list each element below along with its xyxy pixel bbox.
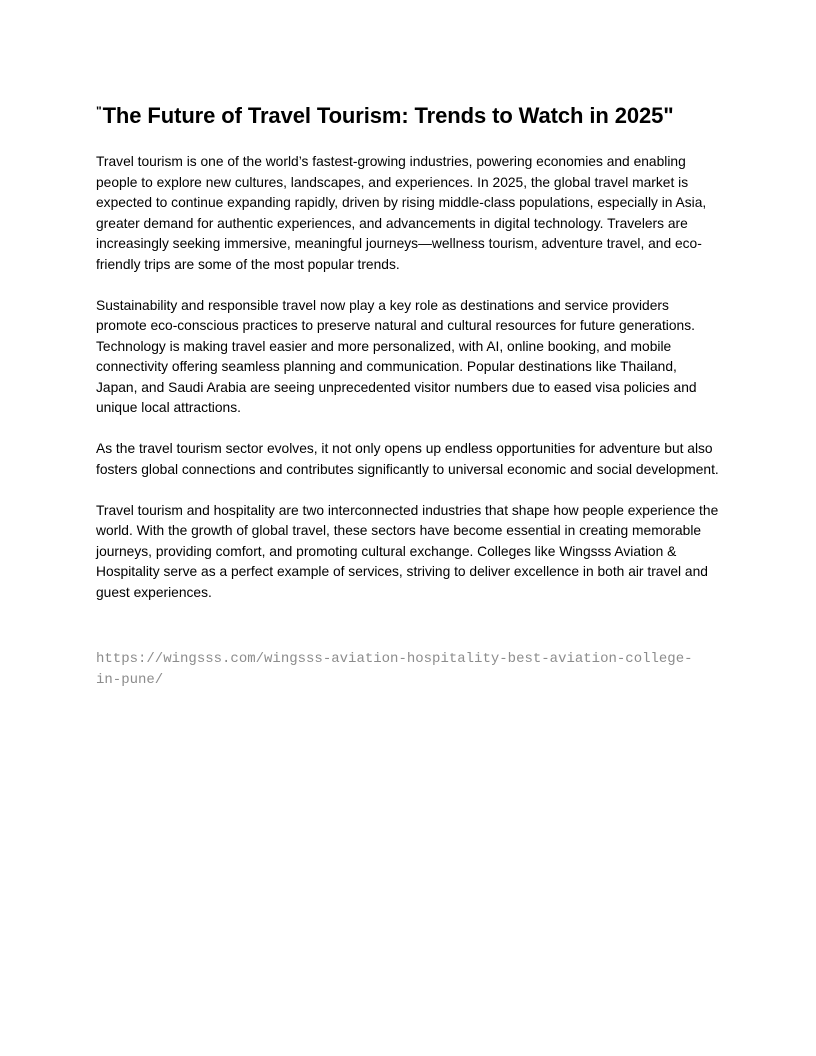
paragraph-hospitality: Travel tourism and hospitality are two interconnected industries that shape how people experience the world. With the growth of global travel, these sectors have become essential in creating memorable journeys, providing comfort, and promoting cultural exchange. Colleges like Wingsss Aviation & Hospitality serve as a perfect example of services, striving to deliver excellence in both air travel and guest experiences. [96,502,719,600]
document-title [96,97,720,130]
paragraph-sector-evolution: As the travel tourism sector evolves, it not only opens up endless opportunities for adventure but also fosters global connections and contributes significantly to universal economic and social development. [96,441,719,477]
paragraph-intro: Travel tourism is one of the world’s fastest-growing industries, powering economies and enabling people to explore new cultures, landscapes, and experiences. In 2025, the global travel market is expected to continue expanding rapidly, driven by rising middle-class populations, especially in Asia, greater demand for authentic experiences, and advancements in digital technology. Travelers are increasingly seeking immersive, meaningful journeys—wellness tourism, adventure travel, and eco-friendly trips are some of the most popular trends. [96,154,707,272]
title-close-quote: " [663,103,674,128]
title-open-quote: " [96,104,102,118]
title-text: The Future of Travel Tourism: Trends to Watch in 2025 [102,103,664,128]
source-url-link[interactable]: https://wingsss.com/wingsss-aviation-hospitality-best-aviation-college-in-pune/ [96,651,693,688]
paragraph-sustainability: Sustainability and responsible travel now play a key role as destinations and service providers promote eco-conscious practices to preserve natural and cultural resources for future generations. Technology is making travel easier and more personalized, with AI, online booking, and mobile connectivity offering seamless planning and communication. Popular destinations like Thailand, Japan, and Saudi Arabia are seeing unprecedented visitor numbers due to eased visa policies and unique local attractions. [96,297,697,415]
